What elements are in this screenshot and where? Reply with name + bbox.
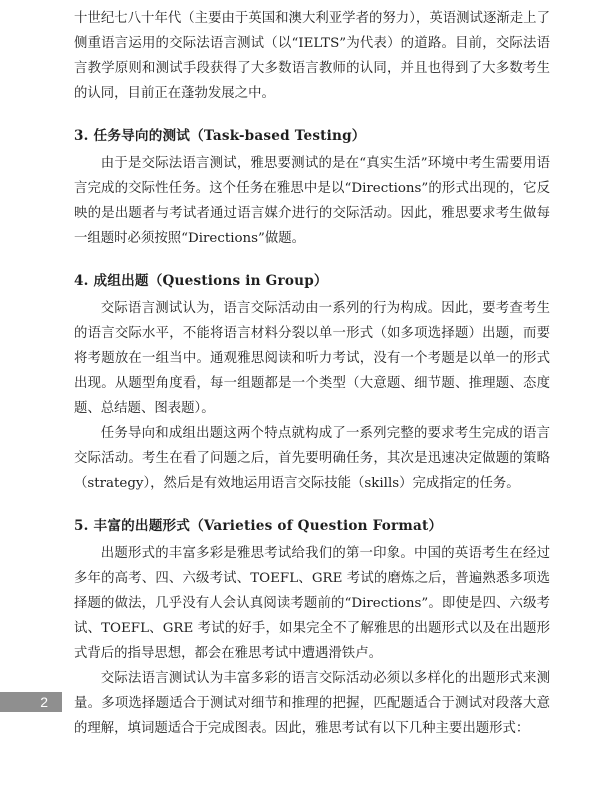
- page-body: [74, 6, 550, 741]
- section-heading-questions-in-group: 4. 成组出题（Questions in Group）: [74, 273, 328, 289]
- paragraph-task-based-testing: 由于是交际法语言测试，雅思要测试的是在“真实生活”环境中考生需要用语言完成的交际性任务。这个任务在雅思中是以“Directions”的形式出现的，它反映的是出题者与考试者通过语言媒介进行的交际活动。因此，雅思要求考生做每一组题时必须按照“Directions”做题。: [74, 156, 550, 246]
- page-number: 2: [0, 692, 62, 712]
- paragraph-question-format-types: 交际法语言测试认为丰富多彩的语言交际活动必须以多样化的出题形式来测量。多项选择题适合于测试对细节和推理的把握，匹配题适合于测试对段落大意的理解，填词题适合于完成图表。因此，雅思考试有以下几种主要出题形式：: [74, 671, 550, 736]
- paragraph-question-format-variety: 出题形式的丰富多彩是雅思考试给我们的第一印象。中国的英语考生在经过多年的高考、四、六级考试、TOEFL、GRE 考试的磨炼之后，普遍熟悉多项选择题的做法，几乎没有人会认真阅读考题前的“Directions”。即使是四、六级考试、TOEFL、GRE 考试的好手，如果完全不了解雅思的出题形式以及在出题形式背后的指导思想，都会在雅思考试中遭遇滑铁卢。: [74, 546, 550, 661]
- paragraph-questions-in-group: 交际语言测试认为，语言交际活动由一系列的行为构成。因此，要考查考生的语言交际水平，不能将语言材料分裂以单一形式（如多项选择题）出题，而要将考题放在一组当中。通观雅思阅读和听力考试，没有一个考题是以单一的形式出现。从题型角度看，每一组题都是一个类型（大意题、细节题、推理题、态度题、总结题、图表题）。: [74, 301, 550, 416]
- section-heading-task-based-testing: 3. 任务导向的测试（Task-based Testing）: [74, 128, 366, 144]
- paragraph-task-and-group-combined: 任务导向和成组出题这两个特点就构成了一系列完整的要求考生完成的语言交际活动。考生在看了问题之后，首先要明确任务，其次是迅速决定做题的策略（strategy），然后是有效地运用语言交际技能（skills）完成指定的任务。: [74, 426, 550, 491]
- paragraph-intro-continued: 十世纪七八十年代（主要由于英国和澳大利亚学者的努力），英语测试逐渐走上了侧重语言运用的交际法语言测试（以“IELTS”为代表）的道路。目前，交际法语言教学原则和测试手段获得了大多数语言教师的认同，并且也得到了大多数考生的认同，目前正在蓬勃发展之中。: [74, 11, 550, 101]
- section-heading-question-format: 5. 丰富的出题形式（Varieties of Question Format）: [74, 518, 443, 534]
